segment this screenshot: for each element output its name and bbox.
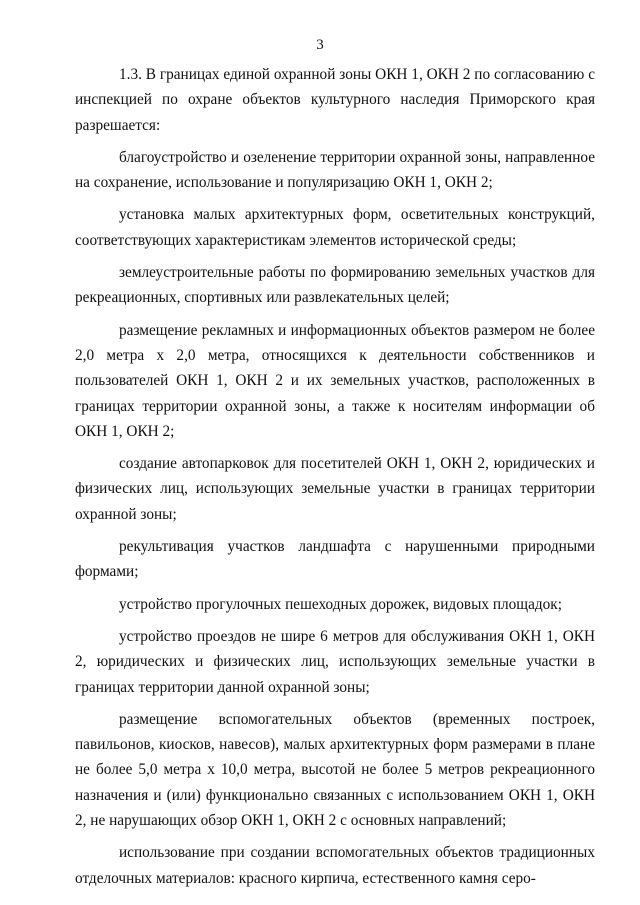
list-item-small-architecture: установка малых архитектурных форм, осветительных конструкций, соответствующих характеристикам элементов исторической среды; [75,206,595,249]
list-item-materials: использование при создании вспомогательных объектов традиционных отделочных материалов: красного кирпича, естественного камня серо- [75,844,595,887]
list-item-auxiliary-objects: размещение вспомогательных объектов (временных построек, павильонов, киосков, навесов), малых архитектурных форм размерами в плане не более 5,0 метра х 10,0 метра, высотой не более 5 метров рекреационного назначения и (или) функционально связанных с использованием ОКН 1, ОКН 2, не нарушающих обзор ОКН 1, ОКН 2 с основных направлений; [75,710,595,830]
document-body [75,62,595,898]
list-item-landscaping: благоустройство и озеленение территории охранной зоны, направленное на сохранение, использование и популяризацию ОКН 1, ОКН 2; [75,148,595,192]
page-number: 3 [316,37,324,53]
paragraph-intro: 1.3. В границах единой охранной зоны ОКН 1, ОКН 2 по согласованию с инспекцией по охране объектов культурного наследия Приморского края разрешается: [75,66,595,134]
list-item-advertising: размещение рекламных и информационных объектов размером не более 2,0 метра х 2,0 метра, относящихся к деятельности собственников и пользователей ОКН 1, ОКН 2 и их земельных участков, расположенных в границах территории охранной зоны, а также к носителям информации об ОКН 1, ОКН 2; [75,321,595,440]
list-item-driveways: устройство проездов не шире 6 метров для обслуживания ОКН 1, ОКН 2, юридических и физических лиц, использующих земельные участки в границах территории данной охранной зоны; [75,627,595,696]
list-item-walkways: устройство прогулочных пешеходных дорожек, видовых площадок; [119,595,562,613]
list-item-recultivation: рекультивация участков ландшафта с нарушенными природными формами; [75,538,595,581]
list-item-parking: создание автопарковок для посетителей ОКН 1, ОКН 2, юридических и физических лиц, использующих земельные участки в границах территории охранной зоны; [75,455,595,523]
list-item-land-surveying: землеустроительные работы по формированию земельных участков для рекреационных, спортивных или развлекательных целей; [75,264,595,307]
